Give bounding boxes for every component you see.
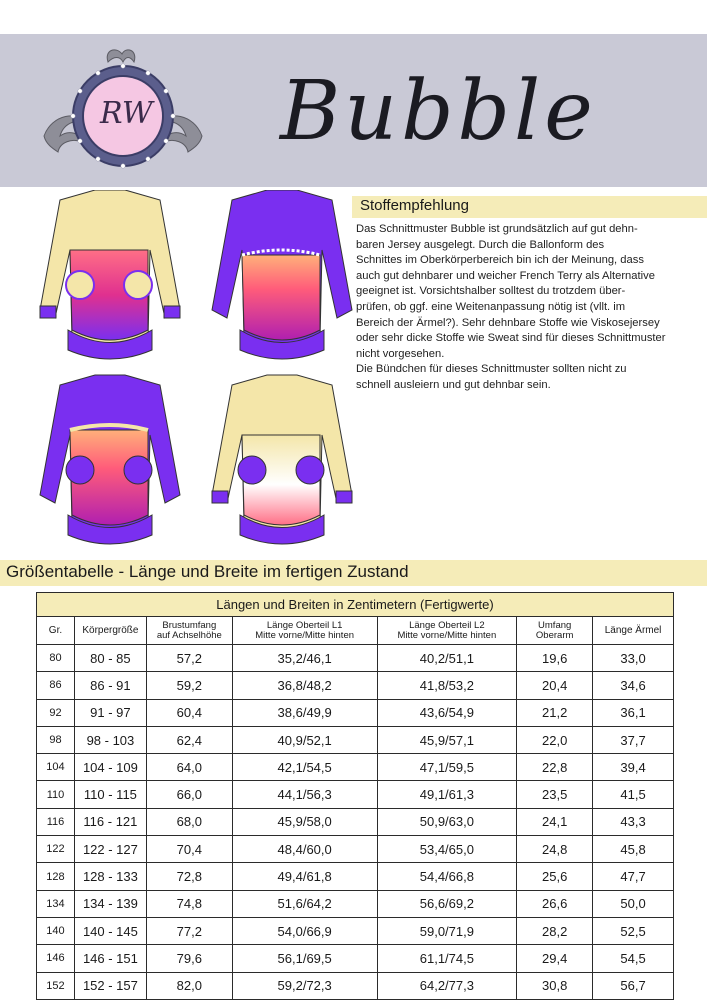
table-cell: 146 - 151 [74,945,146,972]
table-cell: 56,6/69,2 [377,890,517,917]
recommendation-line: auch gut dehnbarer und weicher French Terry als Alternative [356,269,655,282]
recommendation-line: Die Bündchen für dieses Schnittmuster sollten nicht zu [356,363,627,376]
size-table [36,592,674,1000]
table-cell: 152 [37,972,75,999]
table-cell: 116 - 121 [74,808,146,835]
table-cell: 91 - 97 [74,699,146,726]
recommendation-line: nicht vorgesehen. [356,347,445,360]
table-cell: 49,4/61,8 [232,863,377,890]
table-cell: 28,2 [517,917,593,944]
table-cell: 98 - 103 [74,726,146,753]
table-cell: 68,0 [146,808,232,835]
size-table-header-text: auf Achselhöhe [156,629,222,641]
size-table-header-text: Oberarm [535,629,574,641]
table-cell: 41,8/53,2 [377,672,517,699]
table-cell: 37,7 [593,726,674,753]
table-row [37,672,674,699]
table-cell: 80 - 85 [74,645,146,672]
size-table-header-text: Gr. [48,624,63,636]
table-cell: 38,6/49,9 [232,699,377,726]
size-table-caption-row [37,593,674,617]
table-cell: 116 [37,808,75,835]
table-cell: 122 [37,836,75,863]
size-table-header-cell [377,617,517,645]
size-table-header-row [37,617,674,645]
recommendation-line: oder sehr dicke Stoffe wie Sweat sind für dieses Schnittmuster [356,332,666,345]
size-table-header-text: Länge Oberteil L1 [266,620,343,631]
table-cell: 86 [37,672,75,699]
table-cell: 45,9/57,1 [377,726,517,753]
recommendation-heading-band [352,196,707,218]
table-row [37,836,674,863]
table-cell: 72,8 [146,863,232,890]
size-table-heading-band [0,560,707,586]
size-table-header-text: Mitte vorne/Mitte hinten [255,629,355,641]
page-title: Bubble [280,64,597,159]
recommendation-line: prüfen, ob ggf. eine Weitenanpassung nötig ist (vllt. im [356,300,626,313]
table-cell: 56,1/69,5 [232,945,377,972]
table-cell: 52,5 [593,917,674,944]
table-cell: 60,4 [146,699,232,726]
table-cell: 25,6 [517,863,593,890]
garment-back-purple [212,190,352,359]
table-cell: 33,0 [593,645,674,672]
table-cell: 66,0 [146,781,232,808]
table-cell: 40,2/51,1 [377,645,517,672]
table-cell: 40,9/52,1 [232,726,377,753]
table-cell: 29,4 [517,945,593,972]
size-table-body [37,645,674,1000]
size-table-header-text: Körpergröße [82,624,139,636]
table-cell: 146 [37,945,75,972]
table-cell: 62,4 [146,726,232,753]
table-cell: 152 - 157 [74,972,146,999]
table-cell: 43,3 [593,808,674,835]
table-cell: 122 - 127 [74,836,146,863]
table-cell: 30,8 [517,972,593,999]
table-cell: 64,0 [146,754,232,781]
table-cell: 61,1/74,5 [377,945,517,972]
table-cell: 35,2/46,1 [232,645,377,672]
table-cell: 59,0/71,9 [377,917,517,944]
size-table-header-cell [74,617,146,645]
table-cell: 56,7 [593,972,674,999]
table-cell: 39,4 [593,754,674,781]
table-cell: 59,2 [146,672,232,699]
table-cell: 47,7 [593,863,674,890]
size-table-header-cell [37,617,75,645]
table-cell: 51,6/64,2 [232,890,377,917]
table-cell: 22,8 [517,754,593,781]
garment-front-purple [40,375,180,544]
table-cell: 140 - 145 [74,917,146,944]
table-cell: 22,0 [517,726,593,753]
table-cell: 70,4 [146,836,232,863]
table-cell: 50,0 [593,890,674,917]
size-table-header-text: Länge Ärmel [604,624,662,636]
size-table-header-text: Brustumfang [162,620,217,631]
table-cell: 44,1/56,3 [232,781,377,808]
table-cell: 45,9/58,0 [232,808,377,835]
table-cell: 41,5 [593,781,674,808]
table-cell: 48,4/60,0 [232,836,377,863]
recommendation-line: geeignet ist. Vorsichtshalber solltest du trotzdem über- [356,285,626,298]
table-cell: 23,5 [517,781,593,808]
table-cell: 140 [37,917,75,944]
table-cell: 128 [37,863,75,890]
table-cell: 77,2 [146,917,232,944]
table-cell: 82,0 [146,972,232,999]
table-row [37,754,674,781]
table-cell: 42,1/54,5 [232,754,377,781]
table-row [37,726,674,753]
table-cell: 19,6 [517,645,593,672]
table-cell: 57,2 [146,645,232,672]
header-band [0,34,707,187]
size-table-header-cell [146,617,232,645]
table-cell: 47,1/59,5 [377,754,517,781]
table-row [37,945,674,972]
size-table-header-text: Länge Oberteil L2 [409,620,485,631]
table-cell: 53,4/65,0 [377,836,517,863]
size-table-header-text: Mitte vorne/Mitte hinten [397,629,497,641]
table-cell: 50,9/63,0 [377,808,517,835]
table-cell: 26,6 [517,890,593,917]
table-row [37,781,674,808]
table-cell: 79,6 [146,945,232,972]
table-cell: 128 - 133 [74,863,146,890]
table-cell: 54,4/66,8 [377,863,517,890]
recommendation-line: Das Schnittmuster Bubble ist grundsätzlich auf gut dehn- [356,223,638,235]
size-table-header-cell [593,617,674,645]
size-table-heading: Größentabelle - Länge und Breite im fertigen Zustand [6,562,409,581]
table-cell: 134 - 139 [74,890,146,917]
table-cell: 36,1 [593,699,674,726]
recommendation-line: Bereich der Ärmel?). Sehr dehnbare Stoffe wie Viskosejersey [356,316,660,329]
size-table-caption: Längen und Breiten in Zentimetern (Fertigwerte) [37,593,674,617]
garment-drawings [20,190,360,550]
table-cell: 54,0/66,9 [232,917,377,944]
size-table-header-text: Umfang [538,620,572,631]
table-cell: 98 [37,726,75,753]
table-cell: 80 [37,645,75,672]
table-cell: 110 [37,781,75,808]
table-cell: 92 [37,699,75,726]
size-table-header-cell [517,617,593,645]
garment-front-cream-pink [212,375,352,544]
table-cell: 20,4 [517,672,593,699]
logo-monogram: RW [100,96,153,131]
recommendation-line: Schnittes im Oberkörperbereich bin ich der Meinung, dass [356,254,644,267]
garment-front-cream [40,190,180,359]
table-cell: 34,6 [593,672,674,699]
table-row [37,645,674,672]
recommendation-line: baren Jersey ausgelegt. Durch die Ballonform des [356,238,605,251]
table-cell: 64,2/77,3 [377,972,517,999]
table-cell: 45,8 [593,836,674,863]
garment-illustrations [20,190,360,550]
table-cell: 36,8/48,2 [232,672,377,699]
table-cell: 86 - 91 [74,672,146,699]
table-row [37,890,674,917]
recommendation-heading: Stoffempfehlung [360,197,469,214]
table-cell: 49,1/61,3 [377,781,517,808]
recommendation-line: schnell ausleiern und gut dehnbar sein. [356,378,551,391]
table-cell: 24,8 [517,836,593,863]
table-cell: 54,5 [593,945,674,972]
table-row [37,808,674,835]
table-cell: 104 - 109 [74,754,146,781]
table-cell: 21,2 [517,699,593,726]
table-row [37,699,674,726]
table-row [37,972,674,999]
table-cell: 104 [37,754,75,781]
table-cell: 74,8 [146,890,232,917]
table-row [37,917,674,944]
table-cell: 24,1 [517,808,593,835]
table-cell: 43,6/54,9 [377,699,517,726]
table-row [37,863,674,890]
recommendation-text [356,222,701,394]
table-cell: 134 [37,890,75,917]
table-cell: 110 - 115 [74,781,146,808]
table-cell: 59,2/72,3 [232,972,377,999]
size-table-header-cell [232,617,377,645]
